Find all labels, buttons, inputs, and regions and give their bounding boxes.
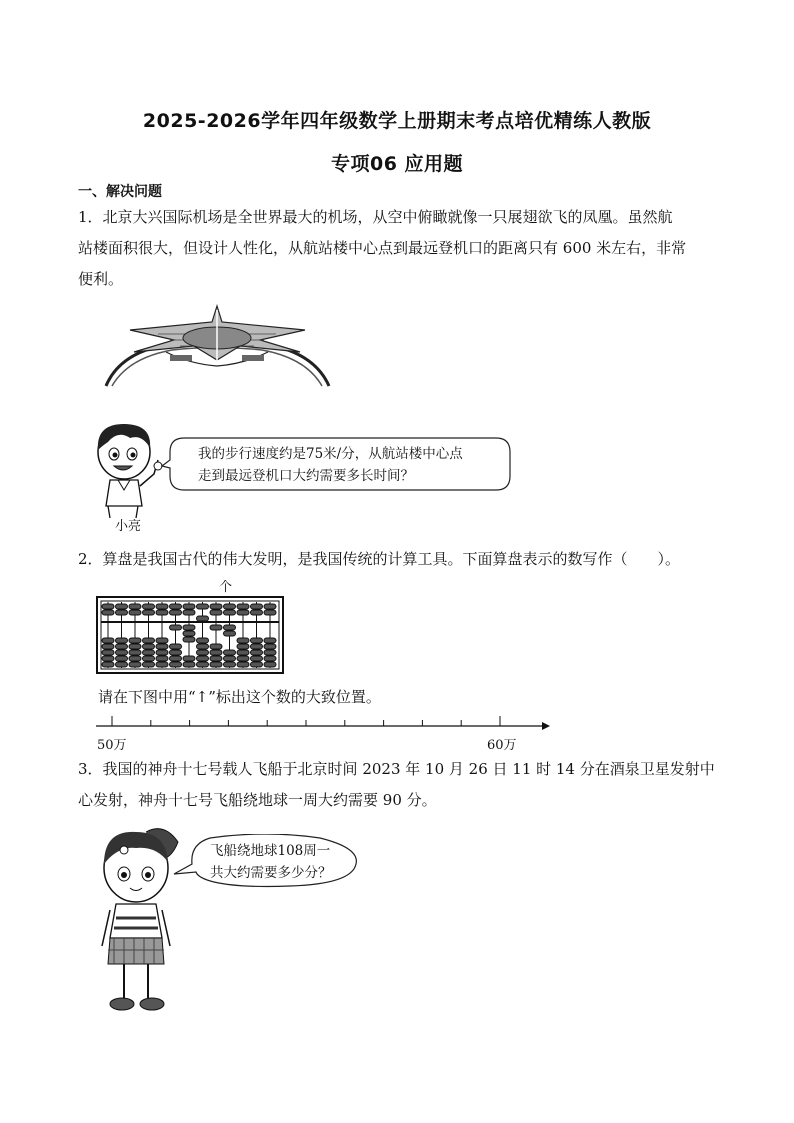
abacus-heaven-bead bbox=[129, 604, 141, 609]
abacus-earth-bead bbox=[251, 662, 263, 667]
question-2-instruction: 请在下图中用“↑”标出这个数的大致位置。 bbox=[98, 688, 381, 706]
abacus-heaven-bead bbox=[237, 610, 249, 615]
abacus-heaven-bead bbox=[251, 604, 263, 609]
abacus-earth-bead bbox=[237, 650, 249, 655]
abacus-heaven-bead bbox=[170, 610, 182, 615]
abacus-earth-bead bbox=[102, 650, 114, 655]
abacus-earth-bead bbox=[210, 644, 222, 649]
abacus-heaven-bead bbox=[116, 604, 128, 609]
abacus-earth-bead bbox=[237, 662, 249, 667]
abacus-earth-bead bbox=[251, 656, 263, 661]
abacus-earth-bead bbox=[264, 656, 276, 661]
abacus-earth-bead bbox=[129, 662, 141, 667]
abacus-earth-bead bbox=[143, 650, 155, 655]
abacus-earth-bead bbox=[156, 644, 168, 649]
abacus-earth-bead bbox=[264, 650, 276, 655]
abacus-heaven-bead bbox=[197, 616, 209, 621]
abacus-earth-bead bbox=[170, 662, 182, 667]
abacus-earth-bead bbox=[170, 650, 182, 655]
abacus-earth-bead bbox=[129, 638, 141, 643]
abacus-earth-bead bbox=[224, 650, 236, 655]
abacus-earth-bead bbox=[170, 656, 182, 661]
abacus-earth-bead bbox=[264, 638, 276, 643]
abacus-earth-bead bbox=[116, 644, 128, 649]
abacus-heaven-bead bbox=[102, 610, 114, 615]
question-1-line-1: 1．北京大兴国际机场是全世界最大的机场，从空中俯瞰就像一只展翅欲飞的凤凰。虽然航 bbox=[78, 208, 673, 226]
abacus-heaven-bead bbox=[197, 604, 209, 609]
question-3-line-1: 3．我国的神舟十七号载人飞船于北京时间 2023 年 10 月 26 日 11 时 14 分在酒泉卫星发射中 bbox=[78, 760, 715, 778]
abacus-heaven-bead bbox=[143, 604, 155, 609]
question-1-text bbox=[78, 202, 728, 295]
abacus-earth-bead bbox=[264, 662, 276, 667]
abacus-earth-bead bbox=[102, 662, 114, 667]
abacus-heaven-bead bbox=[264, 604, 276, 609]
section-heading: 一、解决问题 bbox=[78, 184, 162, 200]
abacus-heaven-bead bbox=[183, 610, 195, 615]
abacus-earth-bead bbox=[197, 650, 209, 655]
speech-bubble-2-text bbox=[210, 840, 360, 884]
abacus-heaven-bead bbox=[102, 604, 114, 609]
abacus-earth-bead bbox=[102, 644, 114, 649]
ones-place-marker: 个 bbox=[219, 580, 233, 595]
abacus-heaven-bead bbox=[170, 604, 182, 609]
abacus-earth-bead bbox=[143, 656, 155, 661]
question-1-line-2: 站楼面积很大，但设计人性化，从航站楼中心点到最远登机口的距离只有 600 米左右，非常 bbox=[78, 239, 687, 257]
abacus-earth-bead bbox=[224, 656, 236, 661]
abacus-earth-bead bbox=[210, 625, 222, 630]
abacus-earth-bead bbox=[197, 644, 209, 649]
number-line-start-label: 50万 bbox=[97, 738, 127, 753]
abacus-earth-bead bbox=[183, 656, 195, 661]
abacus-earth-bead bbox=[251, 650, 263, 655]
abacus-earth-bead bbox=[170, 644, 182, 649]
abacus-earth-bead bbox=[237, 656, 249, 661]
abacus-earth-bead bbox=[156, 656, 168, 661]
airport-illustration bbox=[100, 300, 335, 392]
abacus-heaven-bead bbox=[210, 610, 222, 615]
abacus-earth-bead bbox=[237, 638, 249, 643]
abacus-earth-bead bbox=[143, 644, 155, 649]
abacus-earth-bead bbox=[251, 638, 263, 643]
abacus-earth-bead bbox=[197, 662, 209, 667]
speech-bubble-1-line-1: 我的步行速度约是75米/分，从航站楼中心点 bbox=[198, 446, 463, 462]
abacus-illustration bbox=[96, 596, 284, 674]
speech-bubble-2-line-2: 共大约需要多少分？ bbox=[210, 865, 332, 881]
abacus-earth-bead bbox=[116, 650, 128, 655]
abacus-earth-bead bbox=[156, 662, 168, 667]
abacus-heaven-bead bbox=[237, 604, 249, 609]
abacus-earth-bead bbox=[129, 656, 141, 661]
abacus-earth-bead bbox=[251, 644, 263, 649]
abacus-earth-bead bbox=[156, 650, 168, 655]
abacus-earth-bead bbox=[102, 638, 114, 643]
abacus-earth-bead bbox=[183, 625, 195, 630]
abacus-heaven-bead bbox=[129, 610, 141, 615]
question-3-text bbox=[78, 754, 738, 816]
abacus-heaven-bead bbox=[251, 610, 263, 615]
abacus-heaven-bead bbox=[210, 604, 222, 609]
abacus-heaven-bead bbox=[143, 610, 155, 615]
abacus-earth-bead bbox=[224, 625, 236, 630]
abacus-heaven-bead bbox=[264, 610, 276, 615]
abacus-earth-bead bbox=[143, 638, 155, 643]
abacus-earth-bead bbox=[237, 644, 249, 649]
number-line-end-label: 60万 bbox=[487, 738, 517, 753]
question-3-line-2: 心发射，神舟十七号飞船绕地球一周大约需要 90 分。 bbox=[78, 791, 437, 809]
abacus-earth-bead bbox=[183, 631, 195, 636]
abacus-earth-bead bbox=[224, 631, 236, 636]
abacus-earth-bead bbox=[210, 662, 222, 667]
abacus-earth-bead bbox=[102, 656, 114, 661]
abacus-heaven-bead bbox=[156, 610, 168, 615]
abacus-heaven-bead bbox=[116, 610, 128, 615]
question-2-text: 2．算盘是我国古代的伟大发明，是我国传统的计算工具。下面算盘表示的数写作（ ）。 bbox=[78, 550, 681, 568]
abacus-earth-bead bbox=[143, 662, 155, 667]
abacus-heaven-bead bbox=[224, 610, 236, 615]
number-line-arrow-icon bbox=[542, 722, 550, 730]
abacus-earth-bead bbox=[224, 662, 236, 667]
speech-bubble-1-line-2: 走到最远登机口大约需要多长时间？ bbox=[198, 468, 414, 484]
abacus-heaven-bead bbox=[183, 604, 195, 609]
question-1-line-3: 便利。 bbox=[78, 270, 124, 288]
abacus-earth-bead bbox=[116, 662, 128, 667]
abacus-earth-bead bbox=[129, 650, 141, 655]
abacus-earth-bead bbox=[156, 638, 168, 643]
abacus-earth-bead bbox=[210, 656, 222, 661]
document-title: 2025-2026学年四年级数学上册期末考点培优精练人教版 bbox=[142, 110, 652, 132]
character-name-xiaoliang: 小亮 bbox=[115, 519, 142, 534]
abacus-earth-bead bbox=[116, 656, 128, 661]
speech-bubble-1-text bbox=[198, 443, 508, 487]
abacus-earth-bead bbox=[210, 650, 222, 655]
abacus-earth-bead bbox=[264, 644, 276, 649]
abacus-earth-bead bbox=[129, 644, 141, 649]
number-line[interactable] bbox=[96, 714, 556, 734]
abacus-earth-bead bbox=[197, 656, 209, 661]
document-subtitle: 专项06 应用题 bbox=[330, 153, 464, 175]
speech-bubble-2-line-1: 飞船绕地球108周一 bbox=[210, 843, 331, 859]
abacus-earth-bead bbox=[170, 625, 182, 630]
abacus-earth-bead bbox=[116, 638, 128, 643]
abacus-heaven-bead bbox=[156, 604, 168, 609]
abacus-earth-bead bbox=[197, 638, 209, 643]
abacus-earth-bead bbox=[183, 637, 195, 642]
abacus-earth-bead bbox=[183, 662, 195, 667]
abacus-heaven-bead bbox=[224, 604, 236, 609]
